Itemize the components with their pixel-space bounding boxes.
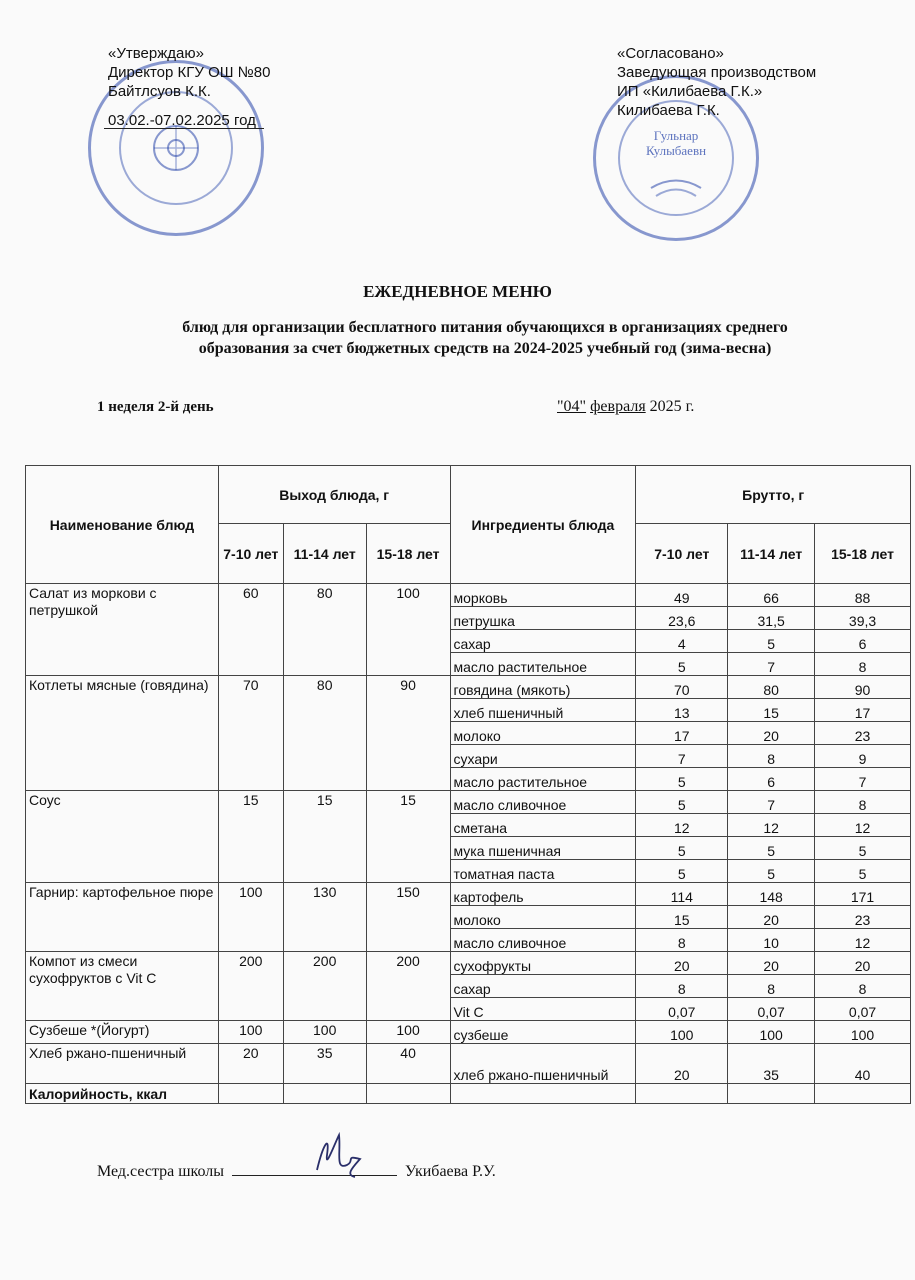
header-brutto-age: 11-14 лет: [728, 524, 815, 584]
dish-yield: 150: [366, 883, 450, 952]
dish-yield: 100: [366, 584, 450, 676]
header-brutto: Брутто, г: [636, 466, 911, 524]
ingredient-brutto: 8: [636, 975, 728, 998]
ingredient-brutto: 70: [636, 676, 728, 699]
ingredient-name: масло сливочное: [450, 791, 636, 814]
header-yield: Выход блюда, г: [218, 466, 450, 524]
menu-date: [557, 398, 694, 416]
ingredient-name: сузбеше: [450, 1021, 636, 1044]
ingredient-brutto: 15: [636, 906, 728, 929]
table-row: [26, 791, 911, 814]
ingredient-brutto: 100: [815, 1021, 911, 1044]
ingredient-brutto: 23: [815, 722, 911, 745]
ingredient-brutto: 5: [728, 630, 815, 653]
ingredient-brutto: 0,07: [636, 998, 728, 1021]
calories-cell: [283, 1084, 366, 1104]
table-row: [26, 1044, 911, 1084]
ingredient-name: сахар: [450, 975, 636, 998]
calories-cell: [636, 1084, 728, 1104]
ingredient-brutto: 7: [815, 768, 911, 791]
table-row: [26, 1021, 911, 1044]
ingredient-name: молоко: [450, 906, 636, 929]
dish-name: Компот из смеси сухофруктов с Vit C: [26, 952, 219, 1021]
dish-name: Салат из моркови с петрушкой: [26, 584, 219, 676]
table-row: [26, 883, 911, 906]
ingredient-brutto: 12: [728, 814, 815, 837]
dish-yield: 15: [283, 791, 366, 883]
ingredient-brutto: 23: [815, 906, 911, 929]
ingredient-brutto: 12: [636, 814, 728, 837]
ingredient-name: мука пшеничная: [450, 837, 636, 860]
agree-position: Заведующая производством: [617, 64, 817, 81]
subtitle-line-1: блюд для организации бесплатного питания обучающихся в организациях среднего: [182, 319, 788, 336]
ingredient-brutto: 8: [728, 745, 815, 768]
dish-name: Котлеты мясные (говядина): [26, 676, 219, 791]
handwritten-signature-icon: [305, 1125, 375, 1185]
ingredient-brutto: 5: [636, 837, 728, 860]
ingredient-brutto: 12: [815, 929, 911, 952]
ingredient-name: масло растительное: [450, 653, 636, 676]
header-brutto-age: 15-18 лет: [815, 524, 911, 584]
ingredient-brutto: 35: [728, 1044, 815, 1084]
ingredient-brutto: 20: [636, 952, 728, 975]
ingredient-brutto: 8: [636, 929, 728, 952]
signature-block: [97, 1163, 496, 1181]
ingredient-brutto: 114: [636, 883, 728, 906]
table-row: [26, 676, 911, 699]
ingredient-name: сухофрукты: [450, 952, 636, 975]
table-row: [26, 584, 911, 607]
dish-name: Соус: [26, 791, 219, 883]
ingredient-brutto: 6: [815, 630, 911, 653]
header-dish-name: Наименование блюд: [26, 466, 219, 584]
header-yield-age: 11-14 лет: [283, 524, 366, 584]
dish-yield: 130: [283, 883, 366, 952]
signature-label: Мед.сестра школы: [97, 1163, 225, 1180]
dish-name: Сузбеше *(Йогурт): [26, 1021, 219, 1044]
table-row: [26, 952, 911, 975]
ingredient-brutto: 100: [728, 1021, 815, 1044]
agree-company: ИП «Килибаева Г.К.»: [617, 83, 763, 100]
ingredient-name: картофель: [450, 883, 636, 906]
ingredient-brutto: 5: [636, 768, 728, 791]
ingredient-brutto: 17: [636, 722, 728, 745]
ingredient-name: хлеб ржано-пшеничный: [450, 1044, 636, 1084]
approve-name: Байтлсуов К.К.: [108, 83, 211, 100]
ingredient-brutto: 5: [636, 860, 728, 883]
ingredient-brutto: 8: [815, 791, 911, 814]
ingredient-brutto: 0,07: [815, 998, 911, 1021]
ingredient-brutto: 20: [728, 906, 815, 929]
ingredient-brutto: 5: [728, 837, 815, 860]
ingredient-brutto: 49: [636, 584, 728, 607]
ingredient-name: сухари: [450, 745, 636, 768]
ingredient-brutto: 5: [728, 860, 815, 883]
dish-yield: 200: [366, 952, 450, 1021]
approve-label: «Утверждаю»: [108, 45, 204, 62]
agree-label: «Согласовано»: [617, 45, 724, 62]
approve-signature-line: [104, 128, 264, 129]
dish-yield: 100: [283, 1021, 366, 1044]
ingredient-brutto: 0,07: [728, 998, 815, 1021]
ingredient-brutto: 10: [728, 929, 815, 952]
ingredient-brutto: 20: [815, 952, 911, 975]
ingredient-name: петрушка: [450, 607, 636, 630]
stamp-name-1: Гульнар: [653, 128, 699, 143]
page-title: ЕЖЕДНЕВНОЕ МЕНЮ: [363, 282, 552, 301]
dish-yield: 15: [218, 791, 283, 883]
ingredient-brutto: 88: [815, 584, 911, 607]
header-yield-age: 7-10 лет: [218, 524, 283, 584]
ingredient-name: говядина (мякоть): [450, 676, 636, 699]
ingredient-brutto: 7: [636, 745, 728, 768]
ingredient-brutto: 9: [815, 745, 911, 768]
calories-row: [26, 1084, 911, 1104]
header-brutto-age: 7-10 лет: [636, 524, 728, 584]
calories-cell: [815, 1084, 911, 1104]
agree-name: Килибаева Г.К.: [617, 102, 720, 119]
ingredient-name: хлеб пшеничный: [450, 699, 636, 722]
ingredient-brutto: 5: [636, 791, 728, 814]
ingredient-brutto: 12: [815, 814, 911, 837]
ingredient-brutto: 66: [728, 584, 815, 607]
calories-cell: [728, 1084, 815, 1104]
date-year: 2025 г.: [649, 398, 695, 415]
dish-yield: 200: [218, 952, 283, 1021]
ingredient-name: Vit C: [450, 998, 636, 1021]
ingredient-name: морковь: [450, 584, 636, 607]
dish-yield: 100: [366, 1021, 450, 1044]
agreement-block: [617, 44, 816, 120]
ingredient-brutto: 20: [728, 952, 815, 975]
ingredient-brutto: 80: [728, 676, 815, 699]
calories-label: Калорийность, ккал: [26, 1084, 219, 1104]
ingredient-name: масло растительное: [450, 768, 636, 791]
week-day: 1 неделя 2-й день: [97, 399, 214, 415]
dish-yield: 90: [366, 676, 450, 791]
dish-yield: 20: [218, 1044, 283, 1084]
ingredient-brutto: 4: [636, 630, 728, 653]
dish-yield: 15: [366, 791, 450, 883]
dish-yield: 35: [283, 1044, 366, 1084]
ingredient-brutto: 8: [815, 975, 911, 998]
ingredient-brutto: 23,6: [636, 607, 728, 630]
subtitle-line-2: образования за счет бюджетных средств на 2024-2025 учебный год (зима-весна): [198, 340, 772, 357]
page-subtitle: [60, 317, 910, 359]
approve-position: Директор КГУ ОШ №80: [108, 64, 271, 81]
signature-name: Укибаева Р.У.: [405, 1163, 496, 1180]
dish-yield: 40: [366, 1044, 450, 1084]
dish-yield: 200: [283, 952, 366, 1021]
ingredient-brutto: 5: [636, 653, 728, 676]
ingredient-brutto: 20: [728, 722, 815, 745]
ingredient-brutto: 8: [728, 975, 815, 998]
ingredient-brutto: 100: [636, 1021, 728, 1044]
calories-cell: [366, 1084, 450, 1104]
ingredient-brutto: 90: [815, 676, 911, 699]
calories-cell: [218, 1084, 283, 1104]
ingredient-brutto: 20: [636, 1044, 728, 1084]
stamp-name-2: Кулыбаевн: [645, 143, 707, 158]
dish-yield: 100: [218, 883, 283, 952]
dish-yield: 80: [283, 584, 366, 676]
menu-table: [25, 465, 911, 1104]
menu-table-body: [26, 584, 911, 1104]
date-day: "04": [557, 398, 587, 415]
dish-yield: 60: [218, 584, 283, 676]
approve-period: 03.02.-07.02.2025 год: [108, 112, 256, 129]
calories-cell: [450, 1084, 636, 1104]
header-ingredients: Ингредиенты блюда: [450, 466, 636, 584]
dish-yield: 80: [283, 676, 366, 791]
dish-yield: 100: [218, 1021, 283, 1044]
dish-name: Гарнир: картофельное пюре: [26, 883, 219, 952]
ingredient-brutto: 5: [815, 860, 911, 883]
ingredient-name: масло сливочное: [450, 929, 636, 952]
ingredient-name: томатная паста: [450, 860, 636, 883]
ingredient-name: сметана: [450, 814, 636, 837]
ingredient-name: сахар: [450, 630, 636, 653]
dish-name: Хлеб ржано-пшеничный: [26, 1044, 219, 1084]
ingredient-brutto: 171: [815, 883, 911, 906]
date-month: февраля: [590, 398, 646, 415]
ingredient-brutto: 40: [815, 1044, 911, 1084]
ingredient-brutto: 39,3: [815, 607, 911, 630]
dish-yield: 70: [218, 676, 283, 791]
ingredient-brutto: 15: [728, 699, 815, 722]
ingredient-brutto: 31,5: [728, 607, 815, 630]
ingredient-brutto: 7: [728, 653, 815, 676]
ingredient-brutto: 148: [728, 883, 815, 906]
ingredient-brutto: 8: [815, 653, 911, 676]
ingredient-brutto: 13: [636, 699, 728, 722]
ingredient-name: молоко: [450, 722, 636, 745]
approval-block: [108, 44, 270, 130]
ingredient-brutto: 17: [815, 699, 911, 722]
ingredient-brutto: 7: [728, 791, 815, 814]
ingredient-brutto: 5: [815, 837, 911, 860]
ingredient-brutto: 6: [728, 768, 815, 791]
header-yield-age: 15-18 лет: [366, 524, 450, 584]
